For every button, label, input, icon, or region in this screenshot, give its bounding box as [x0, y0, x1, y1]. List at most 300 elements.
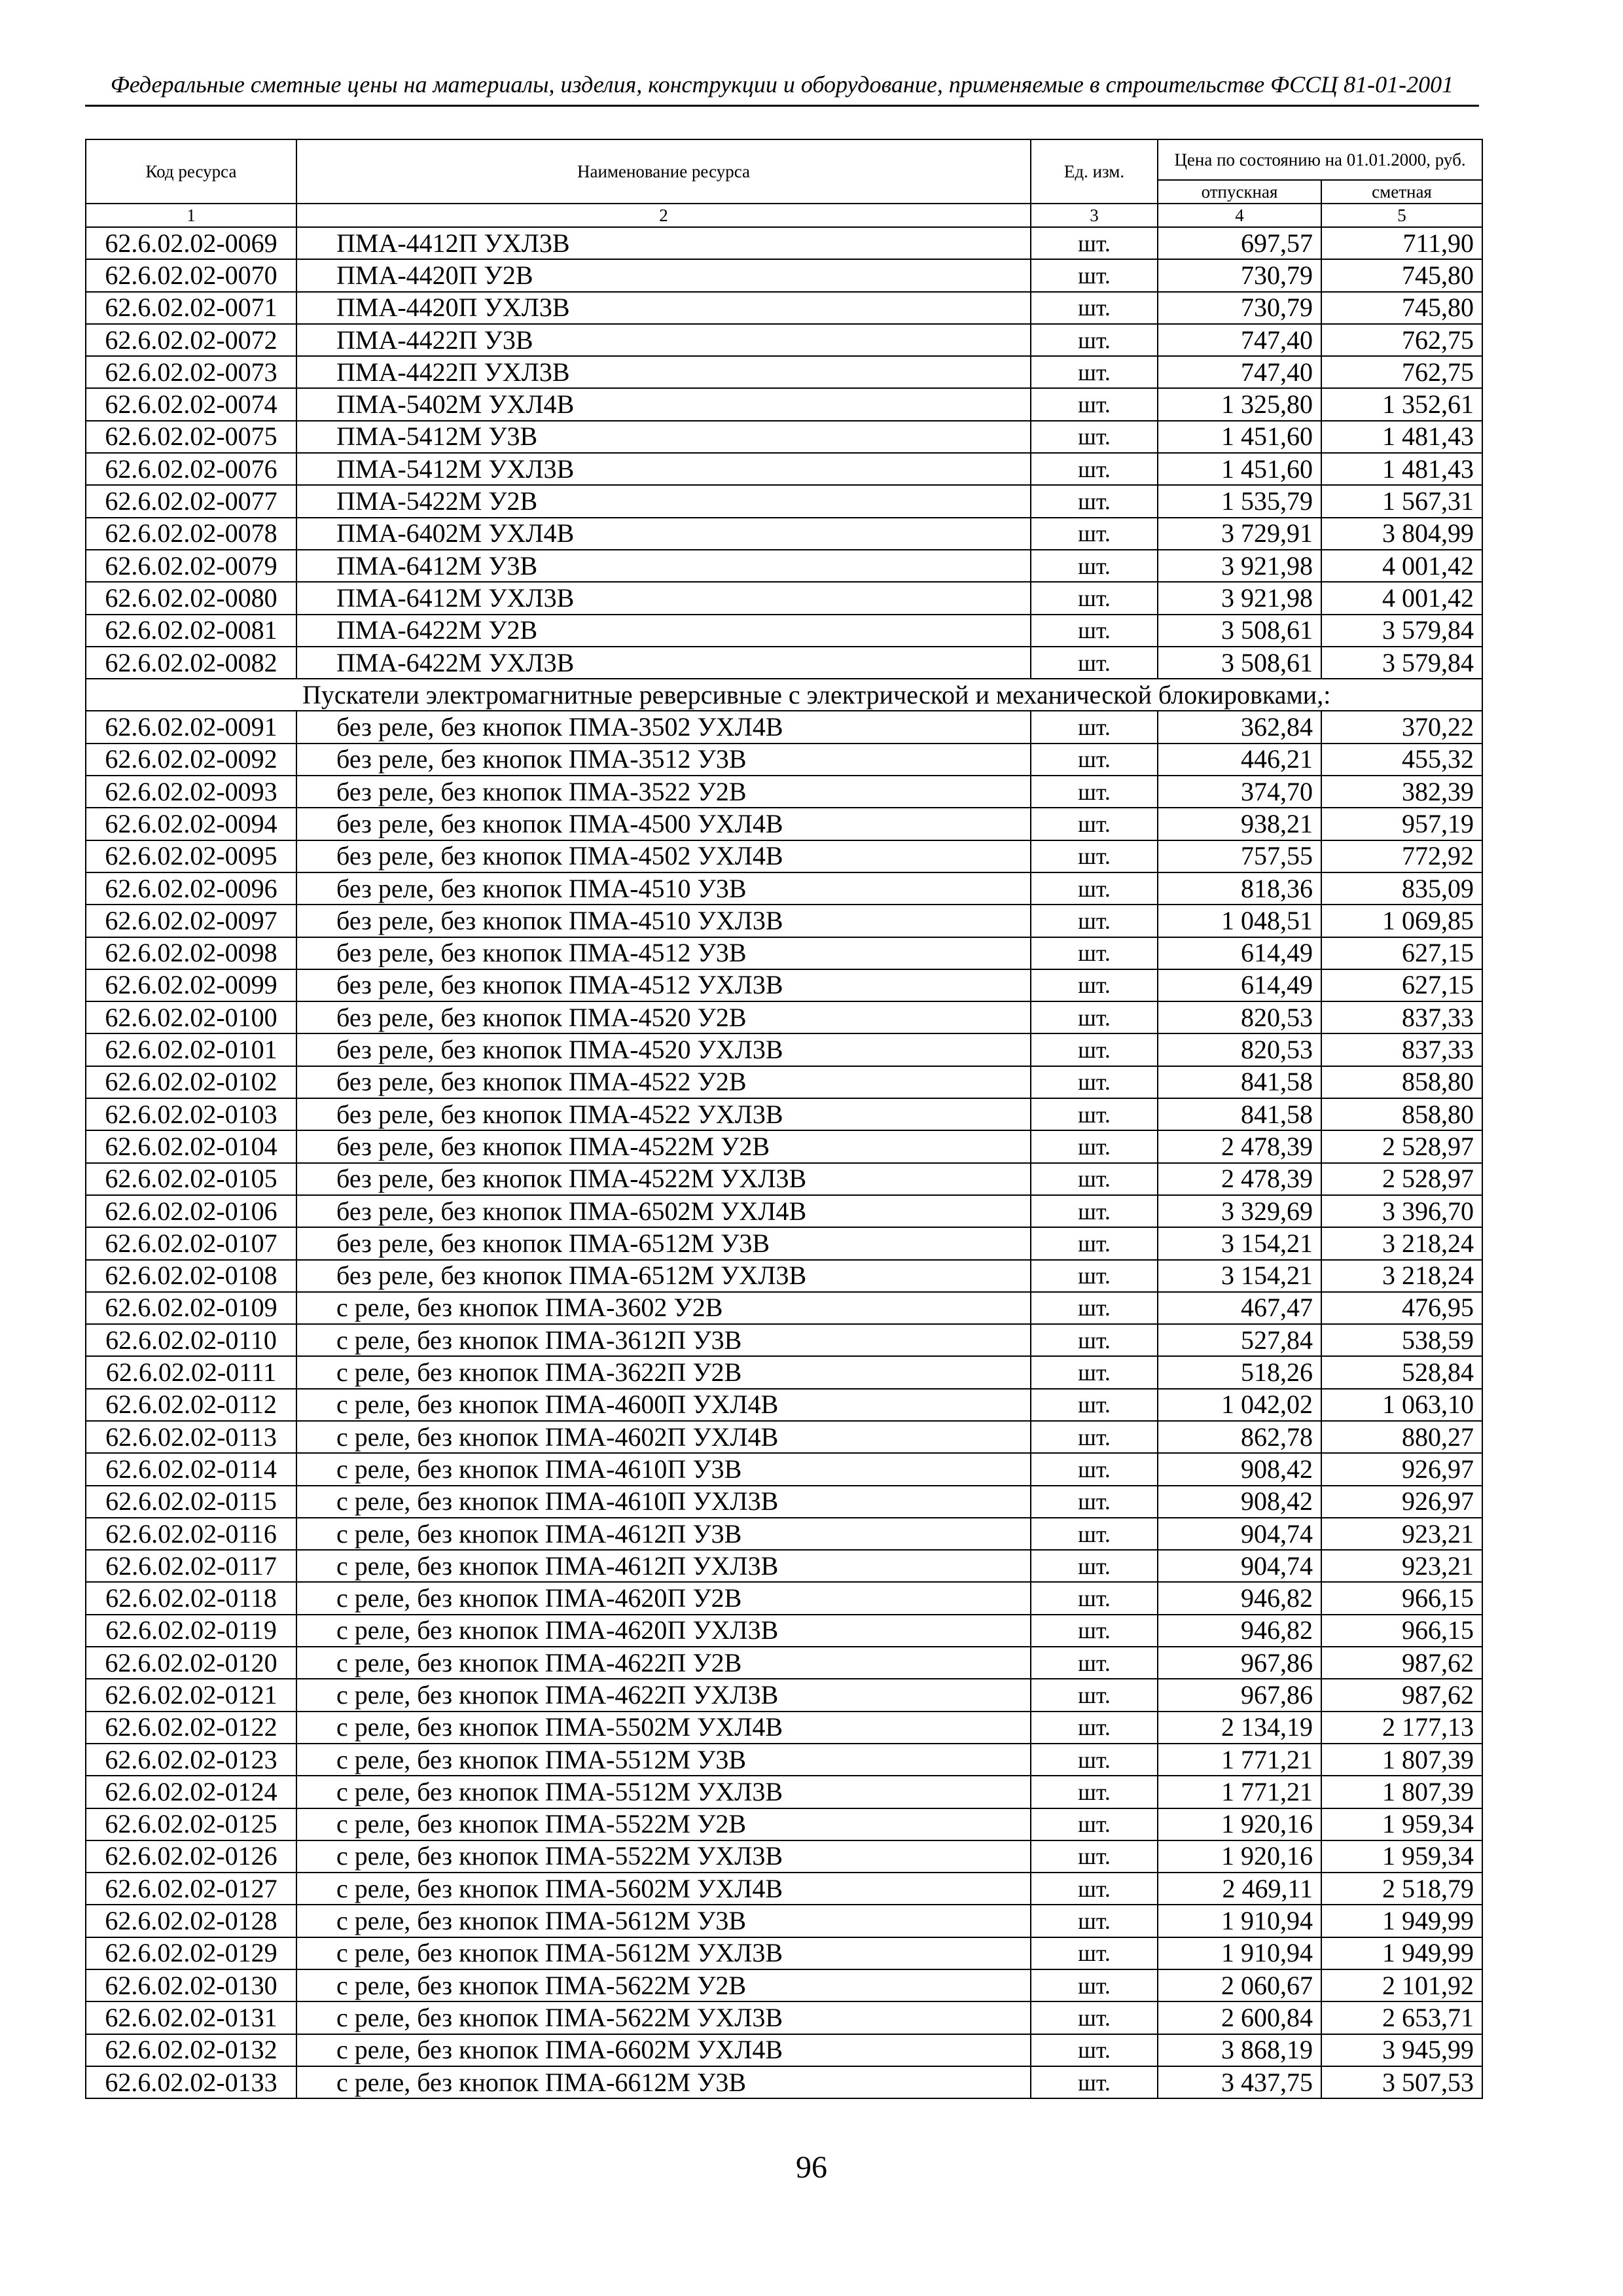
cell-estimate-price: 538,59 [1321, 1324, 1482, 1356]
cell-unit: шт. [1031, 1292, 1158, 1324]
table-row [86, 2034, 1482, 2066]
section-title: Пускатели электромагнитные реверсивные с электрической и механической блокировками,: [86, 679, 1482, 711]
cell-estimate-price: 455,32 [1321, 744, 1482, 776]
cell-unit: шт. [1031, 388, 1158, 420]
cell-estimate-price: 1 949,99 [1321, 1905, 1482, 1937]
cell-release-price: 938,21 [1158, 808, 1321, 840]
cell-name: с реле, без кнопок ПМА-6612М У3В [296, 2066, 1031, 2098]
cell-estimate-price: 1 807,39 [1321, 1744, 1482, 1776]
cell-estimate-price: 1 949,99 [1321, 1937, 1482, 1969]
cell-name: без реле, без кнопок ПМА-4522М УХЛ3В [296, 1163, 1031, 1195]
cell-code: 62.6.02.02-0115 [86, 1486, 296, 1518]
cell-code: 62.6.02.02-0093 [86, 776, 296, 808]
cell-estimate-price: 1 069,85 [1321, 905, 1482, 937]
table-row [86, 1389, 1482, 1421]
cell-release-price: 1 771,21 [1158, 1776, 1321, 1808]
cell-code: 62.6.02.02-0078 [86, 518, 296, 550]
column-header-unit: Ед. изм. [1031, 139, 1158, 204]
table-row [86, 1776, 1482, 1808]
cell-code: 62.6.02.02-0095 [86, 840, 296, 872]
cell-name: ПМА-4420П У2В [296, 259, 1031, 291]
cell-name: с реле, без кнопок ПМА-4610П УХЛ3В [296, 1486, 1031, 1518]
table-row [86, 1840, 1482, 1873]
cell-estimate-price: 1 481,43 [1321, 421, 1482, 453]
page-number: 96 [796, 2150, 827, 2185]
cell-release-price: 818,36 [1158, 872, 1321, 905]
cell-code: 62.6.02.02-0098 [86, 937, 296, 969]
cell-name: с реле, без кнопок ПМА-5522М У2В [296, 1808, 1031, 1840]
column-number: 5 [1321, 204, 1482, 227]
cell-code: 62.6.02.02-0124 [86, 1776, 296, 1808]
column-number: 3 [1031, 204, 1158, 227]
cell-release-price: 2 060,67 [1158, 1969, 1321, 2001]
cell-estimate-price: 772,92 [1321, 840, 1482, 872]
table-row [86, 615, 1482, 647]
cell-code: 62.6.02.02-0127 [86, 1873, 296, 1905]
table-row [86, 969, 1482, 1001]
table-row [86, 1647, 1482, 1679]
cell-release-price: 841,58 [1158, 1098, 1321, 1130]
cell-name: с реле, без кнопок ПМА-5522М УХЛ3В [296, 1840, 1031, 1873]
cell-unit: шт. [1031, 1840, 1158, 1873]
cell-estimate-price: 745,80 [1321, 292, 1482, 324]
cell-name: с реле, без кнопок ПМА-5622М УХЛ3В [296, 2001, 1031, 2034]
cell-unit: шт. [1031, 453, 1158, 485]
cell-estimate-price: 4 001,42 [1321, 582, 1482, 614]
cell-code: 62.6.02.02-0100 [86, 1001, 296, 1033]
column-header-price-group: Цена по состоянию на 01.01.2000, руб. [1158, 139, 1482, 180]
cell-name: с реле, без кнопок ПМА-5612М УХЛ3В [296, 1937, 1031, 1969]
cell-unit: шт. [1031, 1744, 1158, 1776]
cell-estimate-price: 1 567,31 [1321, 485, 1482, 517]
price-table [85, 139, 1483, 2099]
cell-estimate-price: 3 579,84 [1321, 647, 1482, 679]
cell-name: ПМА-4412П УХЛ3В [296, 227, 1031, 259]
cell-name: с реле, без кнопок ПМА-6602М УХЛ4В [296, 2034, 1031, 2066]
cell-unit: шт. [1031, 647, 1158, 679]
cell-estimate-price: 923,21 [1321, 1550, 1482, 1582]
table-row [86, 872, 1482, 905]
cell-release-price: 1 451,60 [1158, 421, 1321, 453]
cell-unit: шт. [1031, 1937, 1158, 1969]
cell-name: ПМА-5422М У2В [296, 485, 1031, 517]
cell-code: 62.6.02.02-0075 [86, 421, 296, 453]
table-row [86, 388, 1482, 420]
cell-name: без реле, без кнопок ПМА-6512М У3В [296, 1227, 1031, 1259]
cell-release-price: 730,79 [1158, 292, 1321, 324]
column-header-estimate: сметная [1321, 180, 1482, 204]
cell-release-price: 614,49 [1158, 937, 1321, 969]
cell-unit: шт. [1031, 485, 1158, 517]
cell-release-price: 1 910,94 [1158, 1937, 1321, 1969]
cell-estimate-price: 528,84 [1321, 1356, 1482, 1388]
cell-name: с реле, без кнопок ПМА-4622П У2В [296, 1647, 1031, 1679]
cell-code: 62.6.02.02-0111 [86, 1356, 296, 1388]
table-row [86, 808, 1482, 840]
cell-unit: шт. [1031, 1615, 1158, 1647]
table-row [86, 582, 1482, 614]
cell-estimate-price: 3 804,99 [1321, 518, 1482, 550]
table-row [86, 1356, 1482, 1388]
cell-estimate-price: 923,21 [1321, 1518, 1482, 1550]
cell-release-price: 1 920,16 [1158, 1840, 1321, 1873]
cell-unit: шт. [1031, 1163, 1158, 1195]
table-row [86, 1873, 1482, 1905]
cell-name: без реле, без кнопок ПМА-4510 УХЛ3В [296, 905, 1031, 937]
cell-name: ПМА-6422М УХЛ3В [296, 647, 1031, 679]
table-row [86, 518, 1482, 550]
cell-unit: шт. [1031, 292, 1158, 324]
cell-code: 62.6.02.02-0126 [86, 1840, 296, 1873]
cell-estimate-price: 966,15 [1321, 1615, 1482, 1647]
cell-release-price: 1 042,02 [1158, 1389, 1321, 1421]
cell-code: 62.6.02.02-0130 [86, 1969, 296, 2001]
cell-code: 62.6.02.02-0072 [86, 324, 296, 356]
cell-estimate-price: 926,97 [1321, 1453, 1482, 1485]
table-header [86, 139, 1482, 227]
cell-code: 62.6.02.02-0120 [86, 1647, 296, 1679]
table-row [86, 1421, 1482, 1453]
table-row [86, 1744, 1482, 1776]
cell-release-price: 1 771,21 [1158, 1744, 1321, 1776]
table-row [86, 1260, 1482, 1292]
cell-name: с реле, без кнопок ПМА-5602М УХЛ4В [296, 1873, 1031, 1905]
table-body [86, 227, 1482, 2098]
cell-unit: шт. [1031, 969, 1158, 1001]
cell-code: 62.6.02.02-0105 [86, 1163, 296, 1195]
column-header-release: отпускная [1158, 180, 1321, 204]
table-row [86, 1324, 1482, 1356]
cell-code: 62.6.02.02-0119 [86, 1615, 296, 1647]
table-row [86, 227, 1482, 259]
cell-code: 62.6.02.02-0096 [86, 872, 296, 905]
cell-release-price: 3 437,75 [1158, 2066, 1321, 2098]
cell-code: 62.6.02.02-0077 [86, 485, 296, 517]
cell-estimate-price: 3 507,53 [1321, 2066, 1482, 2098]
cell-release-price: 862,78 [1158, 1421, 1321, 1453]
cell-code: 62.6.02.02-0104 [86, 1130, 296, 1162]
cell-release-price: 908,42 [1158, 1453, 1321, 1485]
cell-unit: шт. [1031, 1808, 1158, 1840]
table-row [86, 485, 1482, 517]
cell-estimate-price: 3 579,84 [1321, 615, 1482, 647]
table-row [86, 1550, 1482, 1582]
section-row [86, 679, 1482, 711]
cell-name: с реле, без кнопок ПМА-4610П У3В [296, 1453, 1031, 1485]
cell-release-price: 2 469,11 [1158, 1873, 1321, 1905]
cell-unit: шт. [1031, 615, 1158, 647]
cell-code: 62.6.02.02-0073 [86, 356, 296, 388]
cell-estimate-price: 957,19 [1321, 808, 1482, 840]
cell-estimate-price: 1 959,34 [1321, 1808, 1482, 1840]
cell-release-price: 946,82 [1158, 1615, 1321, 1647]
cell-name: с реле, без кнопок ПМА-3612П У3В [296, 1324, 1031, 1356]
table-row [86, 1808, 1482, 1840]
cell-unit: шт. [1031, 1227, 1158, 1259]
cell-code: 62.6.02.02-0097 [86, 905, 296, 937]
table-row [86, 259, 1482, 291]
cell-unit: шт. [1031, 744, 1158, 776]
cell-unit: шт. [1031, 1518, 1158, 1550]
cell-code: 62.6.02.02-0108 [86, 1260, 296, 1292]
cell-code: 62.6.02.02-0076 [86, 453, 296, 485]
table-row [86, 1001, 1482, 1033]
cell-name: с реле, без кнопок ПМА-4612П У3В [296, 1518, 1031, 1550]
table-row [86, 647, 1482, 679]
cell-name: с реле, без кнопок ПМА-5512М УХЛ3В [296, 1776, 1031, 1808]
cell-release-price: 467,47 [1158, 1292, 1321, 1324]
cell-release-price: 3 868,19 [1158, 2034, 1321, 2066]
cell-unit: шт. [1031, 1421, 1158, 1453]
cell-estimate-price: 926,97 [1321, 1486, 1482, 1518]
cell-release-price: 3 508,61 [1158, 647, 1321, 679]
table-row [86, 1679, 1482, 1711]
cell-estimate-price: 837,33 [1321, 1033, 1482, 1066]
cell-code: 62.6.02.02-0113 [86, 1421, 296, 1453]
cell-unit: шт. [1031, 1712, 1158, 1744]
cell-estimate-price: 476,95 [1321, 1292, 1482, 1324]
cell-estimate-price: 3 218,24 [1321, 1227, 1482, 1259]
cell-release-price: 3 154,21 [1158, 1227, 1321, 1259]
cell-release-price: 446,21 [1158, 744, 1321, 776]
table-row [86, 937, 1482, 969]
cell-unit: шт. [1031, 1098, 1158, 1130]
cell-code: 62.6.02.02-0125 [86, 1808, 296, 1840]
cell-unit: шт. [1031, 1130, 1158, 1162]
cell-unit: шт. [1031, 2034, 1158, 2066]
cell-code: 62.6.02.02-0102 [86, 1066, 296, 1098]
cell-unit: шт. [1031, 840, 1158, 872]
cell-unit: шт. [1031, 1001, 1158, 1033]
cell-name: без реле, без кнопок ПМА-4522 УХЛ3В [296, 1098, 1031, 1130]
cell-release-price: 1 048,51 [1158, 905, 1321, 937]
cell-name: без реле, без кнопок ПМА-4520 У2В [296, 1001, 1031, 1033]
header-rule [85, 105, 1479, 107]
cell-code: 62.6.02.02-0114 [86, 1453, 296, 1485]
cell-estimate-price: 4 001,42 [1321, 550, 1482, 582]
cell-unit: шт. [1031, 582, 1158, 614]
cell-unit: шт. [1031, 2001, 1158, 2034]
table-row [86, 324, 1482, 356]
table-row [86, 1582, 1482, 1614]
cell-estimate-price: 745,80 [1321, 259, 1482, 291]
cell-name: без реле, без кнопок ПМА-4520 УХЛ3В [296, 1033, 1031, 1066]
cell-unit: шт. [1031, 356, 1158, 388]
cell-unit: шт. [1031, 227, 1158, 259]
cell-release-price: 1 920,16 [1158, 1808, 1321, 1840]
cell-code: 62.6.02.02-0129 [86, 1937, 296, 1969]
cell-code: 62.6.02.02-0110 [86, 1324, 296, 1356]
cell-unit: шт. [1031, 1453, 1158, 1485]
cell-name: ПМА-6402М УХЛ4В [296, 518, 1031, 550]
cell-release-price: 3 921,98 [1158, 550, 1321, 582]
cell-unit: шт. [1031, 776, 1158, 808]
cell-unit: шт. [1031, 905, 1158, 937]
cell-name: ПМА-4422П УХЛ3В [296, 356, 1031, 388]
cell-release-price: 730,79 [1158, 259, 1321, 291]
cell-name: без реле, без кнопок ПМА-3502 УХЛ4В [296, 711, 1031, 743]
cell-name: ПМА-5412М У3В [296, 421, 1031, 453]
cell-unit: шт. [1031, 1260, 1158, 1292]
column-header-name: Наименование ресурса [296, 139, 1031, 204]
cell-release-price: 820,53 [1158, 1001, 1321, 1033]
cell-estimate-price: 2 177,13 [1321, 1712, 1482, 1744]
cell-name: с реле, без кнопок ПМА-3602 У2В [296, 1292, 1031, 1324]
cell-estimate-price: 3 945,99 [1321, 2034, 1482, 2066]
cell-unit: шт. [1031, 808, 1158, 840]
cell-unit: шт. [1031, 1969, 1158, 2001]
cell-release-price: 3 329,69 [1158, 1195, 1321, 1227]
table-row [86, 1712, 1482, 1744]
cell-name: ПМА-5412М УХЛ3В [296, 453, 1031, 485]
cell-release-price: 841,58 [1158, 1066, 1321, 1098]
cell-code: 62.6.02.02-0082 [86, 647, 296, 679]
cell-unit: шт. [1031, 1776, 1158, 1808]
cell-unit: шт. [1031, 711, 1158, 743]
table-row [86, 1292, 1482, 1324]
cell-code: 62.6.02.02-0091 [86, 711, 296, 743]
cell-name: с реле, без кнопок ПМА-5502М УХЛ4В [296, 1712, 1031, 1744]
cell-estimate-price: 835,09 [1321, 872, 1482, 905]
cell-code: 62.6.02.02-0123 [86, 1744, 296, 1776]
cell-release-price: 362,84 [1158, 711, 1321, 743]
table-row [86, 1227, 1482, 1259]
cell-estimate-price: 858,80 [1321, 1098, 1482, 1130]
cell-name: с реле, без кнопок ПМА-4620П УХЛ3В [296, 1615, 1031, 1647]
cell-estimate-price: 627,15 [1321, 969, 1482, 1001]
cell-estimate-price: 2 518,79 [1321, 1873, 1482, 1905]
cell-code: 62.6.02.02-0107 [86, 1227, 296, 1259]
cell-name: без реле, без кнопок ПМА-4512 УХЛ3В [296, 969, 1031, 1001]
cell-estimate-price: 837,33 [1321, 1001, 1482, 1033]
table-row [86, 1163, 1482, 1195]
cell-name: без реле, без кнопок ПМА-4512 У3В [296, 937, 1031, 969]
cell-unit: шт. [1031, 421, 1158, 453]
cell-release-price: 1 451,60 [1158, 453, 1321, 485]
cell-unit: шт. [1031, 1356, 1158, 1388]
cell-name: с реле, без кнопок ПМА-5622М У2В [296, 1969, 1031, 2001]
cell-unit: шт. [1031, 1550, 1158, 1582]
table-row [86, 1615, 1482, 1647]
cell-unit: шт. [1031, 1066, 1158, 1098]
table-row [86, 1969, 1482, 2001]
table-row [86, 292, 1482, 324]
table-row [86, 1098, 1482, 1130]
cell-code: 62.6.02.02-0122 [86, 1712, 296, 1744]
table-row [86, 1453, 1482, 1485]
cell-code: 62.6.02.02-0128 [86, 1905, 296, 1937]
table-row [86, 1486, 1482, 1518]
cell-code: 62.6.02.02-0081 [86, 615, 296, 647]
cell-estimate-price: 1 063,10 [1321, 1389, 1482, 1421]
cell-code: 62.6.02.02-0099 [86, 969, 296, 1001]
cell-release-price: 2 600,84 [1158, 2001, 1321, 2034]
table-row [86, 905, 1482, 937]
cell-unit: шт. [1031, 937, 1158, 969]
table-row [86, 2001, 1482, 2034]
table-row [86, 1195, 1482, 1227]
cell-name: с реле, без кнопок ПМА-4620П У2В [296, 1582, 1031, 1614]
cell-code: 62.6.02.02-0118 [86, 1582, 296, 1614]
cell-code: 62.6.02.02-0106 [86, 1195, 296, 1227]
cell-name: с реле, без кнопок ПМА-5512М У3В [296, 1744, 1031, 1776]
cell-estimate-price: 3 396,70 [1321, 1195, 1482, 1227]
cell-unit: шт. [1031, 872, 1158, 905]
cell-estimate-price: 858,80 [1321, 1066, 1482, 1098]
cell-name: с реле, без кнопок ПМА-4602П УХЛ4В [296, 1421, 1031, 1453]
cell-release-price: 820,53 [1158, 1033, 1321, 1066]
cell-estimate-price: 762,75 [1321, 356, 1482, 388]
cell-code: 62.6.02.02-0116 [86, 1518, 296, 1550]
cell-unit: шт. [1031, 1389, 1158, 1421]
cell-release-price: 374,70 [1158, 776, 1321, 808]
cell-code: 62.6.02.02-0103 [86, 1098, 296, 1130]
table-row [86, 1905, 1482, 1937]
cell-code: 62.6.02.02-0069 [86, 227, 296, 259]
cell-name: без реле, без кнопок ПМА-6512М УХЛ3В [296, 1260, 1031, 1292]
cell-estimate-price: 1 959,34 [1321, 1840, 1482, 1873]
cell-release-price: 1 910,94 [1158, 1905, 1321, 1937]
cell-name: с реле, без кнопок ПМА-4612П УХЛ3В [296, 1550, 1031, 1582]
cell-estimate-price: 880,27 [1321, 1421, 1482, 1453]
table-row [86, 1937, 1482, 1969]
cell-release-price: 2 478,39 [1158, 1130, 1321, 1162]
cell-unit: шт. [1031, 324, 1158, 356]
cell-release-price: 3 729,91 [1158, 518, 1321, 550]
cell-name: ПМА-4420П УХЛ3В [296, 292, 1031, 324]
cell-code: 62.6.02.02-0112 [86, 1389, 296, 1421]
cell-release-price: 904,74 [1158, 1550, 1321, 1582]
cell-unit: шт. [1031, 1679, 1158, 1711]
cell-name: с реле, без кнопок ПМА-4600П УХЛ4В [296, 1389, 1031, 1421]
table-row [86, 1518, 1482, 1550]
table-row [86, 453, 1482, 485]
cell-release-price: 967,86 [1158, 1679, 1321, 1711]
column-number: 4 [1158, 204, 1321, 227]
cell-name: без реле, без кнопок ПМА-4522М У2В [296, 1130, 1031, 1162]
cell-unit: шт. [1031, 1195, 1158, 1227]
cell-name: ПМА-5402М УХЛ4В [296, 388, 1031, 420]
cell-unit: шт. [1031, 1582, 1158, 1614]
cell-estimate-price: 987,62 [1321, 1647, 1482, 1679]
cell-code: 62.6.02.02-0101 [86, 1033, 296, 1066]
cell-code: 62.6.02.02-0071 [86, 292, 296, 324]
cell-release-price: 757,55 [1158, 840, 1321, 872]
cell-unit: шт. [1031, 1647, 1158, 1679]
cell-release-price: 614,49 [1158, 969, 1321, 1001]
cell-release-price: 1 325,80 [1158, 388, 1321, 420]
cell-code: 62.6.02.02-0079 [86, 550, 296, 582]
cell-code: 62.6.02.02-0121 [86, 1679, 296, 1711]
cell-estimate-price: 1 481,43 [1321, 453, 1482, 485]
cell-release-price: 697,57 [1158, 227, 1321, 259]
cell-name: с реле, без кнопок ПМА-4622П УХЛ3В [296, 1679, 1031, 1711]
table-row [86, 776, 1482, 808]
cell-code: 62.6.02.02-0132 [86, 2034, 296, 2066]
cell-release-price: 1 535,79 [1158, 485, 1321, 517]
cell-release-price: 3 154,21 [1158, 1260, 1321, 1292]
cell-estimate-price: 1 807,39 [1321, 1776, 1482, 1808]
cell-release-price: 2 478,39 [1158, 1163, 1321, 1195]
cell-unit: шт. [1031, 1486, 1158, 1518]
table-row [86, 1130, 1482, 1162]
cell-name: с реле, без кнопок ПМА-3622П У2В [296, 1356, 1031, 1388]
cell-name: без реле, без кнопок ПМА-3522 У2В [296, 776, 1031, 808]
table-row [86, 744, 1482, 776]
column-number-row [86, 204, 1482, 227]
table-row [86, 1033, 1482, 1066]
cell-release-price: 747,40 [1158, 324, 1321, 356]
